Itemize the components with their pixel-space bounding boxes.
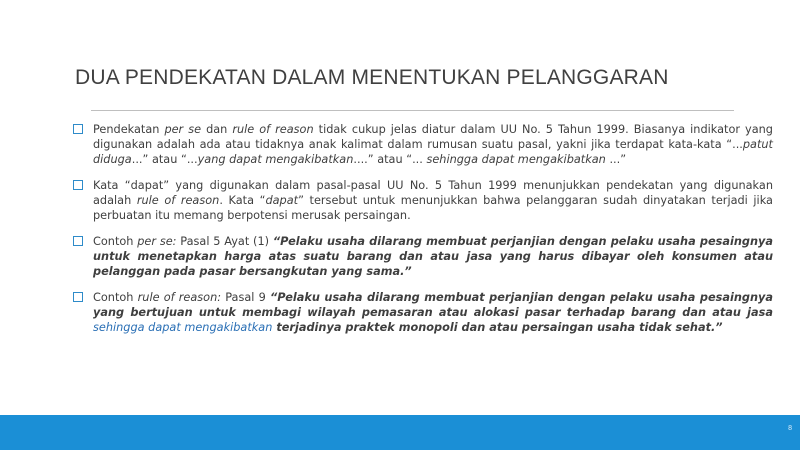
bullet-text: . Kata “ bbox=[219, 194, 266, 207]
quote-pasal-5: “Pelaku usaha dilarang membuat perjanjian dengan pelaku usaha pesaingnya untuk menetapkan harga atas suatu barang dan atau jasa yang harus dibayar oleh konsumen atau pelanggan pada pasar bersangkutan yang sama.” bbox=[93, 235, 773, 278]
bullet-text: tidak cukup jelas diatur dalam UU No. 5 Tahun 1999. Biasanya indikator yang digunakan adalah ada atau tidaknya anak kalimat dalam rumusan suatu pasal, yakni jika terdapat kata-kata “... bbox=[93, 123, 773, 151]
square-bullet-icon bbox=[73, 124, 83, 134]
page-number: 8 bbox=[788, 425, 792, 432]
title-divider bbox=[91, 110, 734, 111]
bullet-item-approaches bbox=[73, 122, 773, 167]
phrase-patut-diduga: patut diduga bbox=[93, 138, 773, 166]
square-bullet-icon bbox=[73, 180, 83, 190]
bullet-text: ” tersebut untuk menunjukkan bahwa pelanggaran sudah dinyatakan terjadi jika perbuatan itu memang berpotensi merusak persaingan. bbox=[93, 194, 773, 222]
bullet-text: ...” atau “... bbox=[131, 153, 198, 166]
bullet-item-example-rule-of-reason bbox=[73, 290, 773, 335]
bullet-text: ....” atau “... bbox=[353, 153, 427, 166]
bullet-text: ...” bbox=[605, 153, 627, 166]
square-bullet-icon bbox=[73, 236, 83, 246]
bullet-item-example-per-se bbox=[73, 234, 773, 279]
slide-title: DUA PENDEKATAN DALAM MENENTUKAN PELANGGARAN bbox=[75, 66, 669, 89]
quote-pasal-9: “Pelaku usaha dilarang membuat perjanjian dengan pelaku usaha pesaingnya yang bertujuan untuk membagi wilayah pemasaran atau alokasi pasar terhadap barang dan atau jasa bbox=[93, 291, 773, 319]
square-bullet-icon bbox=[73, 292, 83, 302]
bullet-text: Pasal 9 bbox=[221, 291, 270, 304]
bullet-text: Contoh bbox=[93, 235, 138, 248]
term-dapat: dapat bbox=[265, 194, 299, 207]
term-per-se: per se: bbox=[137, 235, 177, 248]
bullet-text: dan bbox=[201, 123, 233, 136]
bullet-text: Pendekatan bbox=[93, 123, 165, 136]
bullet-list bbox=[73, 122, 773, 346]
bullet-text: Kata “dapat” yang digunakan dalam pasal-pasal UU No. 5 Tahun 1999 menunjukkan pendekatan yang digunakan adalah bbox=[93, 179, 773, 207]
term-rule-of-reason: rule of reason bbox=[136, 194, 220, 207]
term-per-se: per se bbox=[164, 123, 202, 136]
quote-pasal-9-end: terjadinya praktek monopoli dan atau persaingan usaha tidak sehat.” bbox=[272, 321, 723, 334]
phrase-yang-dapat-mengakibatkan: yang dapat mengakibatkan bbox=[197, 153, 354, 166]
bullet-text: Contoh bbox=[93, 291, 138, 304]
phrase-sehingga-dapat-mengakibatkan: sehingga dapat mengakibatkan bbox=[426, 153, 606, 166]
term-rule-of-reason: rule of reason bbox=[232, 123, 314, 136]
bullet-text: Pasal 5 Ayat (1) bbox=[176, 235, 273, 248]
footer-bar bbox=[0, 415, 800, 450]
bullet-item-kata-dapat bbox=[73, 178, 773, 223]
highlighted-phrase: sehingga dapat mengakibatkan bbox=[93, 321, 273, 334]
term-rule-of-reason: rule of reason: bbox=[137, 291, 222, 304]
